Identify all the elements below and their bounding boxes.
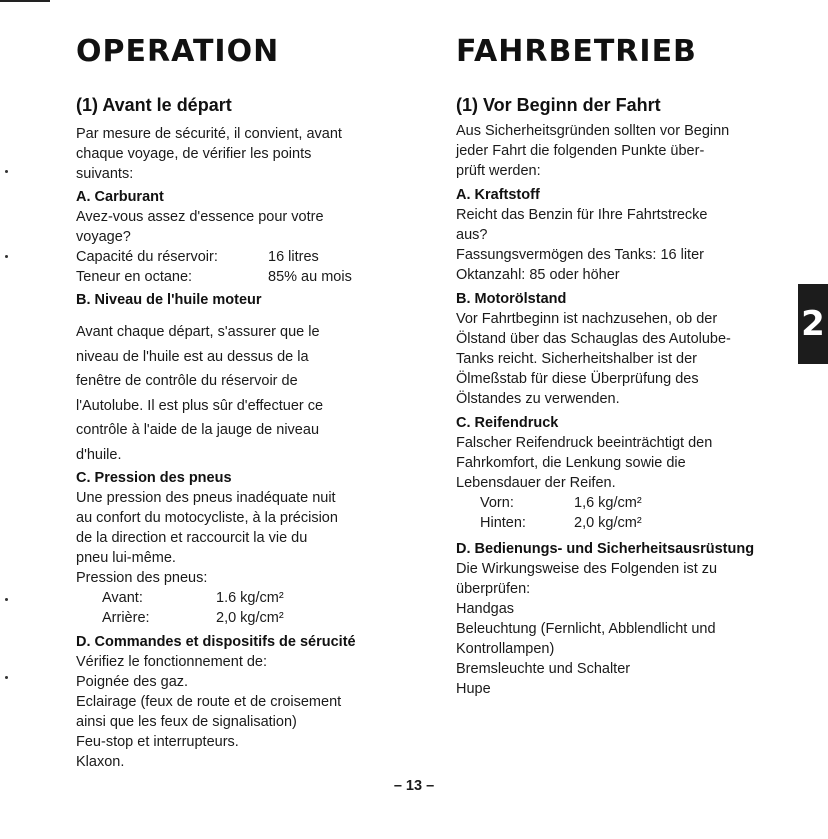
spec-row: [76, 588, 416, 608]
margin-mark: [5, 598, 8, 601]
text-line: Fassungsvermögen des Tanks: 16 liter: [456, 247, 704, 263]
text-line: prüft werden:: [456, 163, 541, 179]
spec-label: Vorn:: [480, 495, 514, 511]
text-line: Eclairage (feux de route et de croisement: [76, 694, 342, 710]
section-heading: A. Carburant: [76, 189, 164, 205]
text-line: Aus Sicherheitsgründen sollten vor Beginn: [456, 123, 730, 139]
text-line: Poignée des gaz.: [76, 674, 189, 690]
top-edge-line: [0, 0, 50, 2]
text-line: Ölstand über das Schauglas des Autolube-: [456, 331, 731, 347]
text-line: Vor Fahrtbeginn ist nachzusehen, ob der: [456, 311, 718, 327]
text-line: ainsi que les feux de signalisation): [76, 714, 297, 730]
text-line: Die Wirkungsweise des Folgenden ist zu: [456, 561, 718, 577]
section-b-body-fr: [76, 320, 416, 467]
text-line: Fahrkomfort, die Lenkung sowie die: [456, 455, 686, 471]
spec-value: 85% au mois: [268, 269, 352, 285]
section-a-fr: [76, 187, 416, 287]
spec-value: 1.6 kg/cm²: [216, 590, 284, 606]
page-title-fr: OPERATION: [76, 34, 280, 69]
text-line: d'huile.: [76, 446, 122, 463]
text-line: Par mesure de sécurité, il convient, avant: [76, 126, 342, 142]
section-d-fr: [76, 632, 416, 772]
text-line: jeder Fahrt die folgenden Punkte über-: [456, 143, 705, 159]
margin-mark: [5, 676, 8, 679]
section-subtitle-de: (1) Vor Beginn der Fahrt: [456, 95, 661, 115]
text-line: fenêtre de contrôle du réservoir de: [76, 373, 298, 389]
spec-label: Teneur en octane:: [76, 269, 193, 285]
text-line: Falscher Reifendruck beeinträchtigt den: [456, 435, 713, 451]
section-heading: D. Commandes et dispositifs de sérucité: [76, 634, 356, 650]
section-heading: C. Pression des pneus: [76, 470, 232, 486]
text-line: contrôle à l'aide de la jauge de niveau: [76, 422, 320, 438]
intro-fr: [76, 124, 416, 184]
spec-row: [456, 513, 790, 533]
text-line: Bremsleuchte und Schalter: [456, 661, 631, 677]
section-heading: B. Niveau de l'huile moteur: [76, 292, 262, 308]
text-line: überprüfen:: [456, 581, 531, 597]
text-line: l'Autolube. Il est plus sûr d'effectuer ce: [76, 397, 324, 414]
page-title-de: FAHRBETRIEB: [456, 34, 697, 69]
text-line: Hupe: [456, 681, 491, 697]
text-line: Handgas: [456, 601, 515, 617]
text-line: voyage?: [76, 229, 131, 245]
text-line: suivants:: [76, 166, 134, 182]
section-b-de: [456, 289, 790, 409]
margin-mark: [5, 255, 8, 258]
spec-value: 2,0 kg/cm²: [216, 610, 284, 626]
text-line: Avant chaque départ, s'assurer que le: [76, 324, 320, 340]
text-line: de la direction et raccourcit la vie du: [76, 530, 308, 546]
spec-label: Avant:: [102, 590, 143, 606]
section-subtitle-fr: (1) Avant le départ: [76, 95, 232, 115]
section-a-de: [456, 185, 790, 285]
text-line: Une pression des pneus inadéquate nuit: [76, 490, 336, 506]
text-line: niveau de l'huile est au dessus de la: [76, 348, 309, 365]
spec-row: [76, 608, 416, 628]
text-line: pneu lui-même.: [76, 550, 176, 566]
text-line: aus?: [456, 227, 488, 243]
spec-value: 1,6 kg/cm²: [574, 495, 642, 511]
section-heading: D. Bedienungs- und Sicherheitsausrüstung: [456, 541, 755, 557]
spec-row: [456, 493, 790, 513]
page-number: – 13 –: [393, 778, 435, 794]
spec-label: Hinten:: [480, 515, 526, 531]
text-line: Vérifiez le fonctionnement de:: [76, 654, 268, 670]
section-b-fr: [76, 290, 416, 310]
text-line: Pression des pneus:: [76, 570, 208, 586]
section-c-de: [456, 413, 790, 533]
margin-mark: [5, 170, 8, 173]
text-line: Beleuchtung (Fernlicht, Abblendlicht und: [456, 621, 716, 637]
text-line: Reicht das Benzin für Ihre Fahrtstrecke: [456, 207, 708, 223]
text-line: Klaxon.: [76, 754, 125, 770]
text-line: Feu-stop et interrupteurs.: [76, 734, 239, 750]
text-line: au confort du motocycliste, à la précision: [76, 510, 338, 526]
chapter-tab: 2: [798, 284, 828, 364]
section-d-de: [456, 539, 790, 699]
text-line: Tanks reicht. Sicherheitshalber ist der: [456, 351, 697, 367]
text-line: Kontrollampen): [456, 641, 555, 657]
text-line: Ölstandes zu verwenden.: [456, 391, 620, 407]
text-line: Ölmeßstab für diese Überprüfung des: [456, 371, 699, 387]
spec-row: [76, 267, 416, 287]
spec-row: [76, 247, 416, 267]
text-line: Avez-vous assez d'essence pour votre: [76, 209, 324, 225]
spec-label: Capacité du réservoir:: [76, 249, 218, 265]
section-heading: C. Reifendruck: [456, 415, 559, 431]
section-heading: A. Kraftstoff: [456, 187, 540, 203]
text-line: Lebensdauer der Reifen.: [456, 475, 616, 491]
spec-value: 16 litres: [268, 249, 319, 265]
section-c-fr: [76, 468, 416, 628]
intro-de: [456, 121, 790, 181]
spec-label: Arrière:: [102, 610, 150, 626]
section-heading: B. Motorölstand: [456, 291, 567, 307]
text-line: chaque voyage, de vérifier les points: [76, 146, 312, 162]
text-line: Oktanzahl: 85 oder höher: [456, 267, 620, 283]
spec-value: 2,0 kg/cm²: [574, 515, 642, 531]
